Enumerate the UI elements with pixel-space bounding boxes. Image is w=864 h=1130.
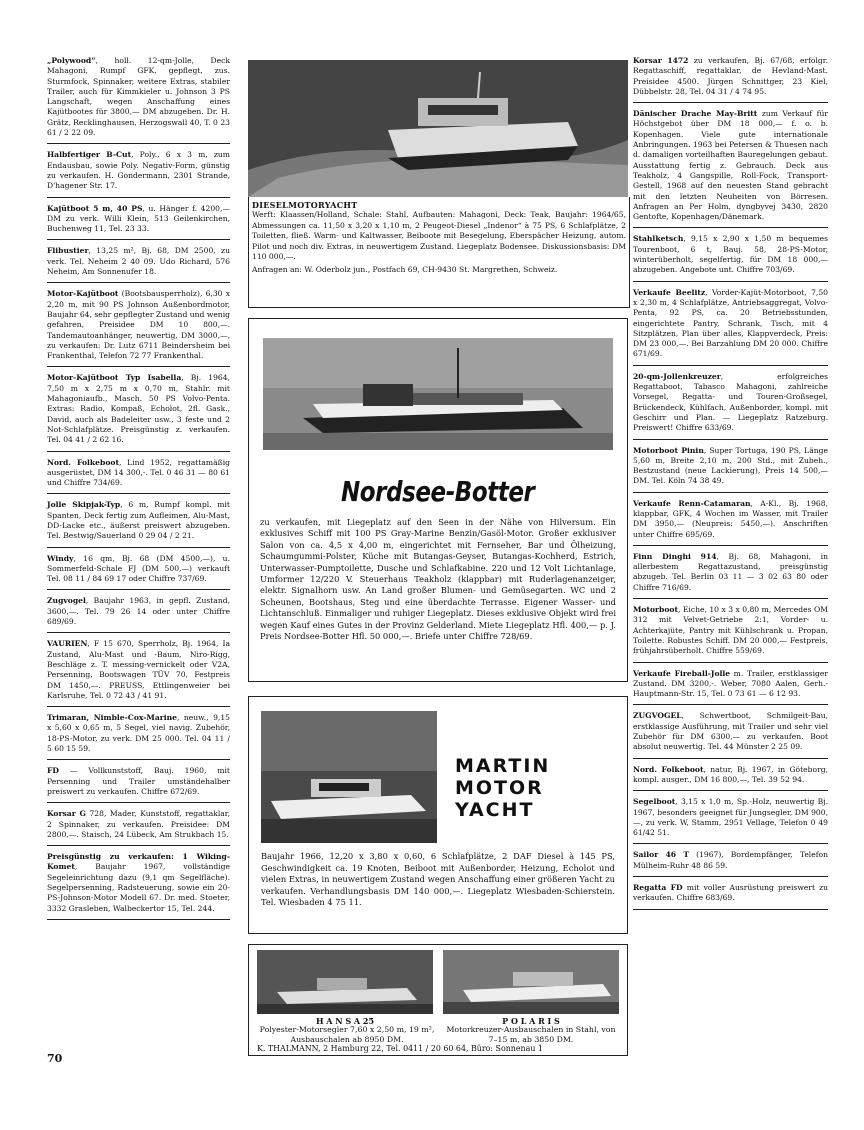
classified-ad bbox=[633, 881, 828, 910]
classified-ad-body: , Baujahr 1967, vollständige Segeleinrichtung dazu (9,1 qm Segelfläche). Segelpersenning, Radsteuerung, sowie ein 20-PS-Johnson-Motor Modell 67. Dr. med. Stoeter, 3332 Grasleben, Walbeckertor 15, Tel. 244. bbox=[47, 862, 230, 913]
classified-ad-body: , Super Tortuga, 190 PS, Länge 5,60 m, Breite 2,10 m, 200 Std., mit Zubeh., Bestzustand (neue Lackierung), Preis 14 500,— DM. Tel. Köln 74 38 49. bbox=[633, 445, 828, 486]
classified-ad-body: , 6 m, Rumpf kompl. mit Spanten, Deck fertig zum Aufleimen, Alu-Mast, DD-Lacke etc., äußerst preiswert abzugeben. Tel. Bestwig/Sauerland 0 29 04 / 2 21. bbox=[47, 500, 230, 541]
classified-ad bbox=[633, 54, 828, 103]
nordsee-botter-ad bbox=[248, 318, 628, 682]
hansa-25-description: Polyester-Motorsegler 7,60 x 2,50 m, 19 m², Ausbauschalen ab 8950 DM. bbox=[259, 1025, 435, 1044]
classified-ad-body: zum Verkauf für Höchstgebot über DM 18 000,— f. o. b. Kopenhagen. Viele gute internationale Anbringungen. 1963 bei Petersen & Thuesen nach d. damaligen vorteilhaften Bauregelungen gebaut. Ausstattung fertig z. Gebrauch. Deck aus Teakholz, 4 Gangspille, Roll-Fock, Transport-Gestell, 1968 auf den neuesten Stand gebracht mit den letzten Neuheiten von Börresen. Anfragen an Per Holm, dyngbyvej 3430, 2820 Gentofte, Kopenhagen/Dänemark. bbox=[633, 109, 828, 222]
classified-ad-lead: Sailor 46 T bbox=[633, 850, 690, 860]
classified-ad-lead: Motor-Kajütboot bbox=[47, 289, 119, 299]
classified-ad-lead: Halbfertiger B-Cut bbox=[47, 150, 132, 160]
headline-line-motor: MOTOR bbox=[455, 777, 544, 799]
classified-ad bbox=[47, 287, 230, 367]
hansa-25-photo bbox=[257, 950, 433, 1014]
classified-ad-lead: Nord. Folkeboot bbox=[47, 457, 119, 467]
martin-yacht-photo-image bbox=[261, 711, 437, 843]
classified-ad-lead: Windy bbox=[47, 553, 74, 563]
classified-ad-body: , F 15 670, Sperrholz, Bj. 1964, Ia Zustand, Alu-Mast und -Baum, Niro-Rigg, Beschläge z. T. messing-vernickelt oder V2A, Persenning, Bootswagen TÜV 70, Festpreis DM 1450,—. PREUSS, Ettlingenweier bei Karlsruhe, Tel. 0 72 43 / 41 91. bbox=[47, 639, 230, 700]
thalmann-ad bbox=[248, 944, 628, 1056]
classified-ad-lead: VAURIEN bbox=[47, 639, 88, 649]
classified-ad bbox=[47, 498, 230, 547]
classified-ad-text bbox=[633, 288, 828, 360]
classified-ad-body: m. Trailer, erstklassiger Zustand. DM 3200,-. Weber, 7080 Aalen, Gerh.-Hauptmann-Str. 15, Tel. 0 73 61 — 6 12 93. bbox=[633, 668, 828, 699]
classified-ad-body: , Eiche, 10 x 3 x 0,80 m, Mercedes OM 312 mit Velvet-Getriebe 2:1, Vorder- u. Achterkajüte, Pantry mit Kühlschrank u. Propan, Toilette. Robustes Schiff. DM 20 000,— Festpreis, frühjahrsüberholt. Chiffre 559/69. bbox=[633, 605, 828, 656]
classified-ad bbox=[633, 763, 828, 792]
classified-ad-text bbox=[47, 554, 230, 585]
classified-ad-text bbox=[47, 809, 230, 840]
classified-ad-lead: 20-qm-Jollenkreuzer bbox=[633, 371, 721, 381]
classified-ad-lead: Finn Dinghi 914 bbox=[633, 551, 717, 561]
classified-ad bbox=[633, 603, 828, 662]
thalmann-contact-footer: K. THALMANN, 2 Hamburg 22, Tel. 0411 / 20 60 64, Büro: Sonnenau 1 bbox=[257, 1044, 543, 1053]
classified-ad-text bbox=[47, 150, 230, 191]
classified-ad-text bbox=[633, 605, 828, 656]
classified-ad bbox=[47, 711, 230, 760]
botter-photo-image bbox=[263, 338, 613, 450]
classified-ad-lead: FD bbox=[47, 766, 59, 776]
classified-ad-lead: Zugvogel bbox=[47, 596, 86, 606]
classified-ad bbox=[633, 795, 828, 844]
classified-ad-text bbox=[47, 289, 230, 361]
classified-ad-text bbox=[47, 246, 230, 277]
classified-ad-lead: Verkaufe Renn-Catamaran bbox=[633, 498, 751, 508]
classified-ad bbox=[47, 456, 230, 495]
classified-ad-lead: Dänischer Drache May-Britt bbox=[633, 109, 758, 119]
classified-ad-body: , 9,15 x 2,90 x 1,50 m bequemes Tourenboot, 6 t, Bauj. 58, 28-PS-Motor, winterüberholt, segelfertig, für DM 18 000,— abzugeben. Angebote unt. Chiffre 703/69. bbox=[633, 234, 828, 275]
classified-ad-text bbox=[47, 713, 230, 754]
classified-ad-text bbox=[633, 446, 828, 487]
classified-ad bbox=[633, 107, 828, 228]
classified-ad-body: , erfolgreiches Regattaboot, Tabasco Mahagoni, zahlreiche Vorsegel, Regatta- und Touren-Großsegel, Brückendeck, Kühlfach, Außenborder, kompl. mit Geschirr und Plan. — Liegeplatz Ratzeburg. Preiswert! Chiffre 633/69. bbox=[633, 371, 828, 433]
classified-ad-body: (Bootsbausperrholz), 6,30 x 2,20 m, mit 90 PS Johnson Außenbordmotor, Baujahr 64, sehr gepflegter Zustand und wenig gefahren, Preisidee DM 10 800,—. Tandemautoanhänger, neuwertig, DM 3000,—, zu verkaufen: Dr. Lutz 6711 Beindersheim bei Frankenthal, Telefon 72 77 Frankenthal. bbox=[47, 289, 230, 361]
classified-ad-text bbox=[633, 711, 828, 752]
classified-ad-text bbox=[47, 204, 230, 235]
classified-ad-text bbox=[47, 639, 230, 701]
martin-motor-yacht-headline bbox=[455, 755, 550, 821]
dieselmotoryacht-description: Werft: Klaassen/Holland, Schale: Stahl, Aufbauten: Mahagoni, Deck: Teak, Baujahr: 1964/65, Abmessungen ca. 11,50 x 3,20 x 1,10 m, 2 Peugeot-Diesel „Indenor“ à 75 PS, 6 Schlafplätze, 2 Toiletten, fließ. Warm- und Kaltwasser, Beiboote mit Besegelung, Eberspächer Heizung, autom. Pilot und noch div. Extras, in neuwertigem Zustand. Liegeplatz Bodensee. Diskussionsbasis: DM 110 000,—. bbox=[252, 210, 626, 261]
classified-ad bbox=[633, 444, 828, 493]
classified-ad-text bbox=[47, 56, 230, 138]
hansa-25-title: H A N S A 25 bbox=[315, 1016, 375, 1026]
classified-ad-lead: Preisgünstig zu verkaufen: 1 Wiking-Komet bbox=[47, 852, 230, 872]
dieselmotoryacht-ad bbox=[248, 197, 630, 308]
classified-ad-body: , holl. 12-qm-Jolle, Deck Mahagoni, Rumpf GFK, gepflegt, zus. Sturmfock, Spinnaker, weitere Extras, stabiler Trailer, auch für Kimmkieler u. Johnson 3 PS Langschaft, wegen Anschaffung eines Kajütbootes für 3800,— DM abzugeben. Dr. H. Grätz, Recklinghausen, Herzogswall 40, T. 0 23 61 / 2 22 09. bbox=[47, 56, 230, 138]
classified-ad-text bbox=[633, 499, 828, 540]
classified-ad bbox=[47, 637, 230, 707]
classified-ad-body: 728, Mader, Kunststoff, regattaklar, 2 Spinnaker, zu verkaufen. Preisidee: DM 2800,—. Staisch, 24 Lübeck, Am Strukbach 15. bbox=[47, 809, 230, 839]
classified-ad bbox=[633, 667, 828, 706]
classified-ad-body: zu verkaufen, Bj. 67/68, erfolgr. Regattaschiff, regattaklar, de Hevland-Mast. Preisidee 4500. Jürgen Schnittger, 23 Kiel, Dübbelstr. 28, Tel. 04 31 / 4 74 95. bbox=[633, 56, 828, 96]
hansa-photo-image bbox=[257, 950, 433, 1014]
page-number: 70 bbox=[47, 1052, 63, 1065]
classified-ad-text bbox=[633, 850, 828, 871]
dieselmotoryacht-contact: Anfragen an: W. Oderbolz jun., Postfach 69, CH-9430 St. Margrethen, Schweiz. bbox=[252, 264, 558, 274]
classified-ad-lead: Flibustier bbox=[47, 246, 89, 256]
motor-yacht-photo-image bbox=[248, 60, 628, 197]
classified-ad-lead: Motorboot bbox=[633, 605, 678, 615]
classified-ad-body: , Poly., 6 x 3 m, zum Endausbau, sowie Poly. Negativ-Form, günstig zu verkaufen. H. Gondermann, 2301 Strande, D'hagener Str. 17. bbox=[47, 150, 230, 191]
polaris-photo bbox=[443, 950, 619, 1014]
classified-ad-lead: Segelboot bbox=[633, 797, 676, 807]
classified-ad bbox=[47, 202, 230, 241]
classified-ad bbox=[633, 497, 828, 546]
polaris-photo-image bbox=[443, 950, 619, 1014]
classified-ad-text bbox=[633, 797, 828, 838]
nordsee-botter-description: zu verkaufen, mit Liegeplatz auf den Seen in der Nähe von Hilversum. Ein exklusives Schiff mit 100 PS Gray-Marine Benzin/Gasöl-Motor. Großer exklusiver Salon von ca. 4,5 x 4,00 m, eingerichtet mit Fernseher, Bar und Ölheizung, Schaumgummi-Polster, Küche mit Butangas-Geyser, Butangas-Kochherd, Estrich, Unterwasser-Pumptoilette, Dusche und Schlafkabine. 220 und 12 Volt Lichtanlage, Umformer 12/220 V. Steuerhaus Teakholz (klappbar) mit Ruderlagenanzeiger, elektr. Signalhorn usw. An Land großer Blumen- und Gemüsegarten. WC und 2 Scheunen, Bootshaus, Steg und eine überdachte Terrasse. Eigener Wasser- und Lichtanschluß. Einmaliger und ruhiger Liegeplatz. Dieses exklusive Objekt wird frei wegen Kauf eines Gutes in der Provinz Gelderland. Miete Liegeplatz Hfl. 400,— p. J. Preis Nordsee-Botter Hfl. 50 000,—. Briefe unter Chiffre 728/69. bbox=[260, 517, 616, 642]
classified-ad-lead: Korsar G bbox=[47, 809, 86, 819]
classified-ad-body: mit voller Ausrüstung preiswert zu verkaufen. Chiffre 683/69. bbox=[633, 883, 828, 903]
classified-ad-lead: ZUGVOGEL bbox=[633, 711, 682, 721]
classified-ad-lead: „Polywood“ bbox=[47, 56, 96, 65]
martin-motor-yacht-ad bbox=[248, 696, 628, 934]
polaris-title: P O L A R I S bbox=[502, 1016, 560, 1026]
classified-ad-lead: Motorboot Pinin bbox=[633, 445, 704, 455]
classified-ad-text bbox=[47, 373, 230, 445]
classified-ad-text bbox=[633, 552, 828, 593]
classified-ad bbox=[633, 286, 828, 366]
classified-ad-body: , 16 qm, Bj. 68 (DM 4500,—), u. Sommerfeld-Schale FJ (DM 500,—) verkauft Tel. 08 11 / 84 69 17 oder Chiffre 737/69. bbox=[47, 553, 230, 584]
classified-ad-text bbox=[633, 372, 828, 434]
classified-ad-body: , natur, Bj. 1967, in Göteborg, kompl. ausger., DM 16 800,—, Tel. 39 52 94. bbox=[633, 764, 828, 784]
classified-ad bbox=[47, 371, 230, 451]
nordsee-botter-photo bbox=[263, 338, 613, 450]
classified-ad-text bbox=[47, 852, 230, 914]
classified-ad-text bbox=[633, 765, 828, 786]
classified-ad-lead: Verkaufe Beelitz bbox=[633, 287, 706, 297]
classified-ad bbox=[47, 594, 230, 633]
left-ad-column bbox=[47, 54, 230, 924]
classified-ad-text bbox=[633, 234, 828, 275]
classified-ad-body: , u. Hänger f. 4200,— DM zu verk. Willi Klein, 513 Geilenkirchen, Buchenweg 11, Tel. 23 33. bbox=[47, 203, 231, 234]
classified-ad-body: , A-Kl., Bj. 1968, klappbar, GFK, 4 Wochen im Wasser, mit Trailer DM 3950,— (Neupreis: 5450,—). Anschriften unter Chiffre 695/69. bbox=[633, 498, 828, 539]
classified-ad-body: (1967), Bordempfänger, Telefon Mülheim-Ruhr 48 86 59. bbox=[633, 850, 829, 870]
polaris-description: Motorkreuzer-Ausbauschalen in Stahl, von 7–15 m, ab 3850 DM. bbox=[446, 1025, 616, 1044]
classified-ad-text bbox=[633, 883, 828, 904]
classified-ad-text bbox=[47, 458, 230, 489]
classified-ad-lead: Korsar 1472 bbox=[633, 56, 689, 65]
classified-ad bbox=[47, 807, 230, 846]
classified-ad-body: , Schwertboot, Schmilgeit-Bau, erstklassige Ausführung, mit Trailer und sehr viel Zubehör für DM 6300,— zu verkaufen. Boot absolut neuwertig. Tel. 44 Münster 2 25 09. bbox=[633, 711, 828, 752]
martin-motor-yacht-description: Baujahr 1966, 12,20 x 3,80 x 0,60, 6 Schlafplätze, 2 DAF Diesel à 145 PS, Geschwindigkeit ca. 19 Knoten, Beiboot mit Außenborder, Heizung, Echolot und vielen Extras, in neuwertigem Zustand wegen Anschaffung einer größeren Yacht zu verkaufen. Verhandlungsbasis DM 140 000,—. Liegeplatz Wiesbaden-Schierstein. Tel. Wiesbaden 4 75 11. bbox=[261, 851, 615, 908]
nordsee-botter-headline: Nordsee-Botter bbox=[341, 475, 535, 508]
classified-ad-text bbox=[47, 766, 230, 797]
classified-ad bbox=[47, 54, 230, 144]
classified-ad-lead: Trimaran, Nimble-Cox-Marine bbox=[47, 713, 177, 723]
classified-ad-body: , Bj. 1964, 7,50 m x 2,75 m x 0,70 m, Stahlr. mit Mahagoniaufb., Masch. 50 PS Volvo-Penta. Extras: Radio, Kompaß, Echolot, 2fl. Gask., David, auch als Badeleiter usw., 3 feste und 2 Not-Schlafplätze. Preisgünstig z. verkaufen. Tel. 04 41 / 2 62 16. bbox=[47, 373, 230, 445]
classified-ad-lead: Verkaufe Fireball-Jolle bbox=[633, 668, 731, 678]
classified-ad-text bbox=[47, 500, 230, 541]
classified-ad-lead: Motor-Kajütboot Typ Isabella bbox=[47, 373, 182, 383]
dieselmotoryacht-title: DIESELMOTORYACHT bbox=[252, 200, 358, 210]
classified-ad-lead: Nord. Folkeboot bbox=[633, 764, 704, 774]
classified-ad-body: , Bj. 68, Mahagoni, in allerbestem Regattazustand, preisgünstig abzugeb. Tel. Berlin 03 11 — 3 02 63 80 oder Chiffre 716/69. bbox=[633, 551, 828, 592]
classified-ad-body: , Baujahr 1963, in gepfl. Zustand, 3600,—. Tel. 79 26 14 oder unter Chiffre 689/69. bbox=[47, 596, 230, 627]
dieselmotoryacht-photo bbox=[248, 60, 628, 197]
classified-ad-lead: Stahlketsch bbox=[633, 234, 684, 244]
classified-ad-text bbox=[633, 109, 828, 222]
classified-ad-body: , Vorder-Kajüt-Motorboot, 7,50 x 2,30 m, 4 Schlafplätze, Antriebsaggregat, Volvo-Penta, 92 PS, ca. 20 Betriebsstunden, eingerichtete Pantry, Schrank, Tisch, mit 4 Sitzplätzen, Plan über alles, Klappverdeck, Preis: DM 23 000,—. Bei Barzahlung DM 20 000. Chiffre 671/69. bbox=[633, 287, 828, 359]
classified-ad-body: , neuw., 9,15 x 5,60 x 0,65 m, 5 Segel, viel navig. Zubehör, 18-PS-Motor, zu verk. DM 25 000. Tel. 04 11 / 5 60 15 59. bbox=[47, 713, 230, 754]
classified-ad-text bbox=[633, 669, 828, 700]
classified-ad bbox=[633, 232, 828, 281]
classified-ad-lead: Kajütboot 5 m, 40 PS bbox=[47, 203, 143, 213]
classified-ad-body: , 3,15 x 1,0 m, Sp.-Holz, neuwertig Bj. 1967, besonders geeignet für Jungsegler, DM 900,—, zu verk. W, Stamm, 2951 Vellage, Telefon 0 49 61/42 51. bbox=[633, 797, 828, 838]
classified-ad bbox=[47, 148, 230, 197]
right-ad-column bbox=[633, 54, 828, 914]
classified-ad-text bbox=[633, 56, 828, 97]
classified-ad bbox=[633, 550, 828, 599]
headline-line-yacht: YACHT bbox=[455, 799, 535, 821]
classified-ad bbox=[633, 370, 828, 440]
classified-ad bbox=[47, 850, 230, 920]
classified-ad bbox=[633, 709, 828, 758]
classified-ad bbox=[47, 552, 230, 591]
classified-ad-body: — Vollkunststoff, Bauj. 1960, mit Persenning und Trailer umständehalber preiswert zu verkaufen. Chiffre 672/69. bbox=[47, 766, 230, 796]
classified-ad-body: , Lind 1952, regattamäßig ausgerüstet, DM 14 300,-. Tel. 0 46 31 — 80 61 und Chiffre 734/69. bbox=[47, 457, 230, 488]
headline-line-martin: MARTIN bbox=[455, 755, 551, 777]
martin-motor-yacht-photo bbox=[261, 711, 437, 843]
classified-ad-lead: Jolle Skipjak-Typ bbox=[47, 500, 121, 510]
classified-ad bbox=[633, 848, 828, 877]
classified-ad-body: , 13,25 m², Bj. 68, DM 2500, zu verk. Tel. Neheim 2 40 09. Udo Richard, 576 Neheim, Am Sonnenufer 18. bbox=[47, 246, 230, 277]
classified-ad bbox=[47, 244, 230, 283]
classified-ad-lead: Regatta FD bbox=[633, 883, 683, 892]
classified-ad bbox=[47, 764, 230, 803]
classified-ad-text bbox=[47, 596, 230, 627]
